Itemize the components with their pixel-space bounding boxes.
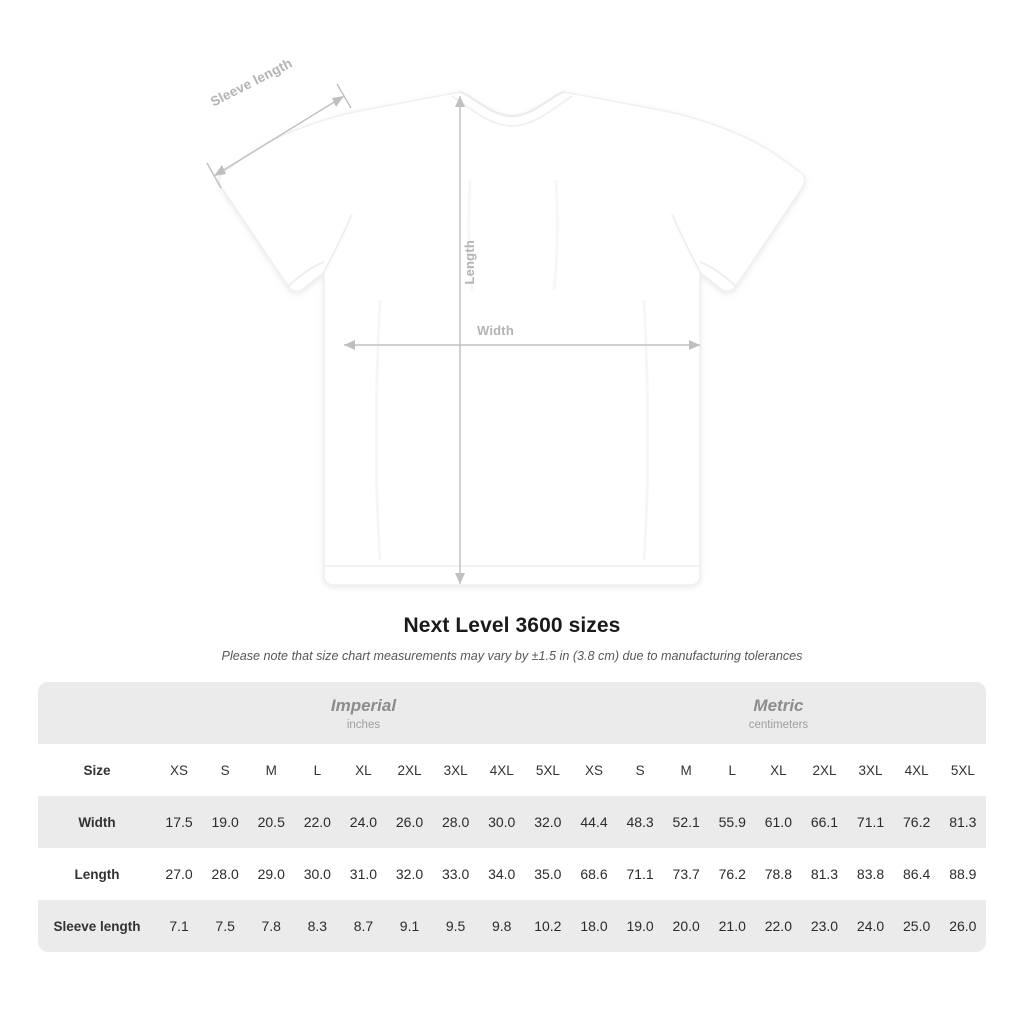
size-header-imperial-xs: XS — [156, 744, 202, 796]
cell-sleeve-imperial-m: 7.8 — [248, 900, 294, 952]
size-header-metric-l: L — [709, 744, 755, 796]
cell-length-metric-4xl: 86.4 — [903, 866, 931, 882]
unit-sub-metric: centimeters — [748, 719, 809, 732]
table-row — [38, 900, 986, 952]
size-table-wrapper — [38, 682, 986, 952]
size-header-imperial-2xl: 2XL — [386, 744, 432, 796]
cell-length-imperial-m: 29.0 — [257, 866, 285, 882]
size-header-imperial-m: M — [248, 744, 294, 796]
cell-length-imperial-2xl: 32.0 — [395, 866, 424, 882]
cell-sleeve-metric-m: 20.0 — [663, 900, 709, 952]
size-header-imperial-3xl: 3XL — [433, 744, 479, 796]
page-title: Next Level 3600 sizes — [403, 614, 621, 637]
size-header-imperial-s: S — [202, 744, 248, 796]
chart-header — [0, 614, 1024, 663]
cell-length-imperial-4xl: 34.0 — [488, 866, 516, 882]
cell-length-imperial-s: 28.0 — [211, 866, 239, 882]
cell-width-metric-4xl: 76.2 — [894, 796, 940, 848]
cell-length-imperial-xl: 31.0 — [349, 866, 378, 882]
size-header-metric-xl: XL — [755, 744, 801, 796]
cell-width-metric-5xl: 81.3 — [940, 796, 986, 848]
cell-length-imperial-xs: 27.0 — [165, 866, 193, 882]
size-header-metric-2xl: 2XL — [801, 744, 847, 796]
cell-length-imperial-3xl: 33.0 — [441, 866, 470, 882]
cell-sleeve-imperial-2xl: 9.1 — [386, 900, 432, 952]
cell-sleeve-imperial-5xl: 10.2 — [525, 900, 571, 952]
cell-width-imperial-3xl: 28.0 — [433, 796, 479, 848]
cell-sleeve-metric-l: 21.0 — [709, 900, 755, 952]
cell-sleeve-metric-2xl: 23.0 — [801, 900, 847, 952]
cell-width-metric-xs: 44.4 — [571, 796, 617, 848]
size-header-imperial-l: L — [294, 744, 340, 796]
row-label-width: Width — [38, 796, 156, 848]
size-header-imperial-4xl: 4XL — [479, 744, 525, 796]
cell-length-imperial-5xl: 35.0 — [534, 866, 562, 882]
cell-width-metric-s: 48.3 — [617, 796, 663, 848]
size-header-imperial-xl: XL — [340, 744, 386, 796]
cell-width-imperial-m: 20.5 — [248, 796, 294, 848]
size-header-metric-s: S — [617, 744, 663, 796]
cell-length-metric-5xl: 88.9 — [949, 866, 977, 882]
row-label-length: Length — [74, 866, 120, 882]
size-header-metric-3xl: 3XL — [848, 744, 894, 796]
unit-header-metric — [571, 682, 986, 744]
cell-sleeve-metric-4xl: 25.0 — [894, 900, 940, 952]
cell-width-metric-3xl: 71.1 — [848, 796, 894, 848]
cell-length-metric-s: 71.1 — [626, 866, 654, 882]
size-header-row — [38, 744, 986, 796]
cell-sleeve-imperial-xs: 7.1 — [156, 900, 202, 952]
cell-width-imperial-2xl: 26.0 — [386, 796, 432, 848]
cell-sleeve-metric-5xl: 26.0 — [940, 900, 986, 952]
cell-length-metric-xs: 68.6 — [580, 866, 608, 882]
size-table — [38, 682, 986, 952]
cell-sleeve-imperial-4xl: 9.8 — [479, 900, 525, 952]
cell-sleeve-imperial-3xl: 9.5 — [433, 900, 479, 952]
table-row — [38, 796, 986, 848]
row-label-sleeve-length: Sleeve length — [38, 900, 156, 952]
cell-sleeve-metric-3xl: 24.0 — [848, 900, 894, 952]
cell-width-imperial-xl: 24.0 — [340, 796, 386, 848]
cell-sleeve-metric-xs: 18.0 — [571, 900, 617, 952]
cell-sleeve-imperial-s: 7.5 — [202, 900, 248, 952]
cell-sleeve-metric-xl: 22.0 — [755, 900, 801, 952]
unit-sub-imperial: inches — [346, 719, 381, 732]
cell-sleeve-metric-s: 19.0 — [617, 900, 663, 952]
cell-width-imperial-xs: 17.5 — [156, 796, 202, 848]
cell-width-metric-m: 52.1 — [663, 796, 709, 848]
cell-length-metric-m: 73.7 — [672, 866, 700, 882]
size-header-label: Size — [38, 744, 156, 796]
cell-sleeve-imperial-xl: 8.7 — [340, 900, 386, 952]
size-header-metric-m: M — [663, 744, 709, 796]
size-header-metric-5xl: 5XL — [940, 744, 986, 796]
tolerance-note: Please note that size chart measurements may vary by ±1.5 in (3.8 cm) due to manufacturing tolerances — [221, 649, 803, 663]
unit-header-spacer — [38, 682, 156, 744]
table-row — [38, 848, 986, 900]
cell-width-imperial-s: 19.0 — [202, 796, 248, 848]
sleeve-length-dimension-label: Sleeve length — [208, 55, 295, 110]
unit-name-imperial: Imperial — [330, 695, 397, 715]
cell-length-metric-xl: 78.8 — [764, 866, 792, 882]
size-header-metric-4xl: 4XL — [894, 744, 940, 796]
cell-length-imperial-l: 30.0 — [303, 866, 331, 882]
cell-width-metric-2xl: 66.1 — [801, 796, 847, 848]
width-dimension-label: Width — [477, 323, 514, 338]
cell-width-imperial-l: 22.0 — [294, 796, 340, 848]
cell-length-metric-l: 76.2 — [718, 866, 746, 882]
cell-width-imperial-4xl: 30.0 — [479, 796, 525, 848]
length-dimension-label: Length — [462, 240, 477, 285]
unit-header-imperial — [156, 682, 571, 744]
cell-width-metric-xl: 61.0 — [755, 796, 801, 848]
cell-length-metric-2xl: 81.3 — [810, 866, 839, 882]
cell-length-metric-3xl: 83.8 — [856, 866, 885, 882]
unit-header-row — [38, 682, 986, 744]
cell-width-metric-l: 55.9 — [709, 796, 755, 848]
cell-sleeve-imperial-l: 8.3 — [294, 900, 340, 952]
unit-name-metric: Metric — [753, 695, 804, 715]
size-header-imperial-5xl: 5XL — [525, 744, 571, 796]
cell-width-imperial-5xl: 32.0 — [525, 796, 571, 848]
size-header-metric-xs: XS — [571, 744, 617, 796]
